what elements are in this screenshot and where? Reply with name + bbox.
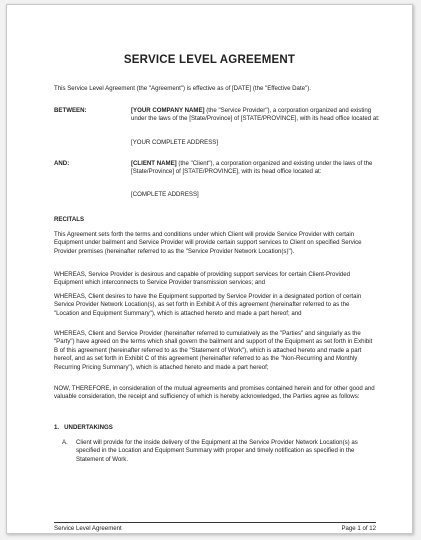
document-page: [6, 4, 413, 534]
footer-page-number: Page 1 of 12: [341, 525, 376, 532]
client-party: [131, 160, 381, 177]
footer-divider: [54, 522, 376, 523]
service-provider-name: [YOUR COMPANY NAME]: [131, 107, 205, 114]
client-address: [COMPLETE ADDRESS]: [131, 191, 199, 198]
recitals-paragraph-1: This Agreement sets forth the terms and conditions under which Client will provide Service Provider with certain Equipment under bailment and Service Provider will provide certain support services to Client on specified Service Provider premises (hereinafter referred to as the "Service Provider Network Location(s)").: [54, 231, 362, 255]
recitals-paragraph-5: NOW, THEREFORE, in consideration of the mutual agreements and promises contained herein and for other good and valuable consideration, the receipt and sufficiency of which is hereby acknowledged, the Parties agree as follows:: [54, 385, 375, 401]
and-label: AND:: [54, 160, 70, 167]
document-title: SERVICE LEVEL AGREEMENT: [123, 54, 296, 66]
service-provider-party: [131, 107, 381, 124]
service-provider-text: (the "Service Provider"), a corporation organized and existing under the laws of the [State/Province] of [STATE/PROVINCE], with its head office located at:: [131, 107, 380, 123]
client-name: [CLIENT NAME]: [131, 160, 177, 167]
undertaking-item-text: Client will provide for the inside delivery of the Equipment at the Service Provider Network Location(s) as specified in the Location and Equipment Summary with proper and timely notification as specified in the Statement of Work.: [76, 439, 358, 463]
recitals-heading: RECITALS: [54, 216, 85, 223]
undertakings-heading: 1. UNDERTAKINGS: [54, 424, 113, 431]
client-text: (the "Client"), a corporation organized and existing under the laws of the [State/Province] of [STATE/PROVINCE], with its head office located at:: [131, 160, 373, 176]
footer-document-name: Service Level Agreement: [54, 525, 122, 532]
recitals-paragraph-4: WHEREAS, Client and Service Provider (hereinafter referred to cumulatively as the "Parties" and singularly as the "Party") have agreed on the terms which shall govern the bailment and support of the Equipment as set forth in Exhibit B of this agreement (hereinafter referred to as the "Statement of Work"), which is attached hereto and made a part hereof, and as set forth in Exhibit C of this agreement (hereinafter referred to as the "Non-Recurring and Monthly Recurring Pricing Summary"), which is attached hereto and made a part hereof;: [54, 330, 373, 371]
recitals-paragraph-3: WHEREAS, Client desires to have the Equipment supported by Service Provider in a designated portion of certain Service Provider Network Location(s), as set forth in Exhibit A of this agreement (hereinafter referred to as the "Location and Equipment Summary"), which is attached hereto and made a part hereof; and: [54, 293, 362, 317]
undertaking-item-letter: A.: [62, 439, 68, 446]
intro-paragraph: This Service Level Agreement (the "Agreement") is effective as of [DATE] (the "Effective Date").: [54, 85, 311, 92]
service-provider-address: [YOUR COMPLETE ADDRESS]: [131, 139, 219, 146]
between-label: BETWEEN:: [54, 107, 87, 114]
recitals-paragraph-2: WHEREAS, Service Provider is desirous and capable of providing support services for certain Client-Provided Equipment which interconnects to Service Provider transmission services; and: [54, 271, 351, 287]
